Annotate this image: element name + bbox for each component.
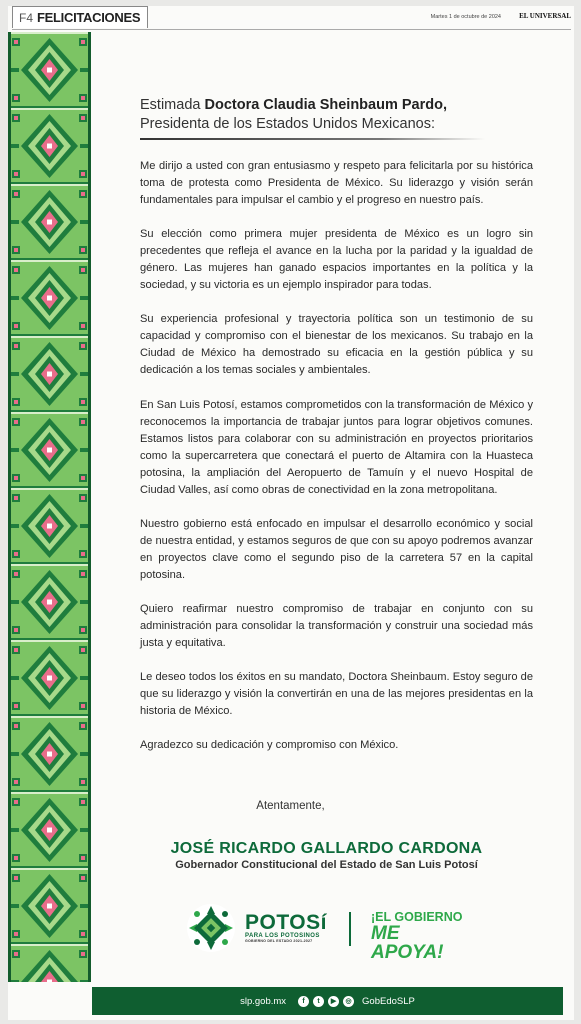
greeting-name: Doctora Claudia Sheinbaum Pardo, <box>204 97 447 113</box>
closing-phrase: Atentamente, <box>256 800 325 812</box>
instagram-icon[interactable]: ◎ <box>343 996 354 1007</box>
letter-paragraph: Nuestro gobierno está enfocado en impulsar el desarrollo económico y social de nuestra entidad, y estamos seguros de que con su apoyo podremos avanzar en proyectos clave como el segundo piso de la carretera 57 en la capital potosina. <box>140 517 533 581</box>
potosi-wordmark <box>245 912 327 943</box>
apoya-slogan <box>371 911 465 962</box>
letter-paragraph: Le deseo todos los éxitos en su mandato, Doctora Sheinbaum. Estoy seguro de que su liderazgo y visión la convertirán en una de las mejores presidentas en la historia de México. <box>140 671 533 718</box>
issue-date: Martes 1 de octubre de 2024 <box>430 14 501 20</box>
social-handle[interactable]: GobEdoSLP <box>362 995 415 1007</box>
potosi-subtitle: PARA LOS POTOSINOS <box>245 933 320 939</box>
potosi-emblem-icon <box>185 902 237 954</box>
greeting-prefix: Estimada <box>140 97 201 113</box>
section-title: FELICITACIONES <box>37 10 141 25</box>
greeting-line-1 <box>140 96 533 115</box>
letter-paragraph: Agradezco su dedicación y compromiso con México. <box>140 739 399 752</box>
letter-greeting <box>140 96 533 140</box>
potosi-title: POTOSí <box>245 911 327 934</box>
signer-title: Gobernador Constitucional del Estado de San Luis Potosí <box>175 859 478 871</box>
logo-divider <box>349 912 351 946</box>
section-tab <box>12 6 148 28</box>
apoya-line-1: ¡EL GOBIERNO <box>371 910 463 924</box>
letter-paragraph: Me dirijo a usted con gran entusiasmo y respeto para felicitarla por su histórica toma de protesta como Presidenta de México. Su liderazgo y visión serán fundamentales para impulsar el cambio y el progreso en nuestro país. <box>140 160 533 207</box>
twitter-icon[interactable]: t <box>313 996 324 1007</box>
page-header <box>12 6 571 30</box>
apoya-line-2: ME APOYA! <box>371 923 444 963</box>
letter-body <box>140 158 533 771</box>
newspaper-brand: EL UNIVERSAL <box>519 12 571 20</box>
youtube-icon[interactable]: ▶ <box>328 996 339 1007</box>
letter-paragraph: Su elección como primera mujer presidenta de México es un logro sin precedentes que refleja el avance en la lucha por la paridad y la igualdad de género. Las mujeres han ganado espacios importantes en la política y la sociedad, y su victoria es un ejemplo inspirador para todas. <box>140 228 533 292</box>
facebook-icon[interactable]: f <box>298 996 309 1007</box>
letter-paragraph: En San Luis Potosí, estamos comprometidos con la transformación de México y reconocemos la importancia de trabajar juntos para lograr objetivos comunes. Estamos listos para colaborar con su administración en proyectos prioritarios como la supercarretera que conectará el puerto de Altamira con la Huasteca potosina, la ampliación del Aeropuerto de Tamuín y el nuevo Hospital de Ciudad Valles, así como obras de conectividad en la zona metropolitana. <box>140 398 533 496</box>
greeting-line-2: Presidenta de los Estados Unidos Mexicanos: <box>140 116 435 132</box>
section-code: F4 <box>19 10 34 25</box>
signer-name: JOSÉ RICARDO GALLARDO CARDONA <box>170 840 483 857</box>
government-logos <box>185 902 465 963</box>
website-link[interactable]: slp.gob.mx <box>240 995 287 1007</box>
letter-paragraph: Quiero reafirmar nuestro compromiso de trabajar en conjunto con su administración para consolidar la transformación y construir una sociedad más justa y equitativa. <box>140 602 533 650</box>
footer-bar <box>92 987 563 1015</box>
letter-paragraph: Su experiencia profesional y trayectoria política son un testimonio de su capacidad y compromiso con el bienestar de los mexicanos. Su trabajo en la Ciudad de México ha demostrado su eficacia en la gestión pública y su dedicación a los temas sociales y ambientales. <box>140 313 533 377</box>
greeting-underline <box>140 138 485 140</box>
potosi-government: GOBIERNO DEL ESTADO 2021-2027 <box>245 939 313 943</box>
